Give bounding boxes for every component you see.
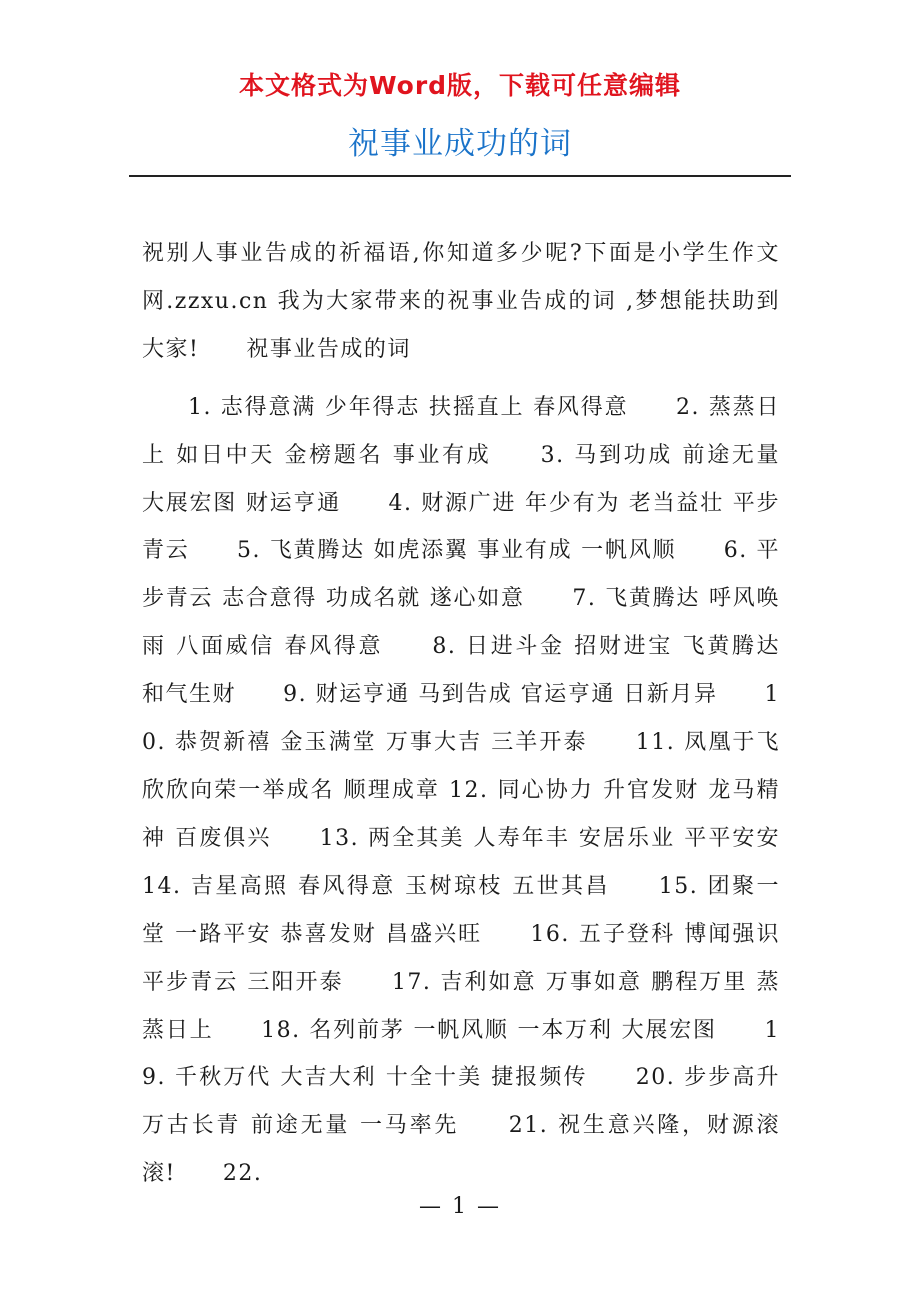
page-number: — 1 — (419, 1194, 501, 1219)
blessing-list-paragraph: 1. 志得意满 少年得志 扶摇直上 春风得意 2. 蒸蒸日上 如日中天 金榜题名 事业有成 3. 马到功成 前途无量 大展宏图 财运亨通 4. 财源广进 年少有为 老当益壮 平步青云 5. 飞黄腾达 如虎添翼 事业有成 一帆风顺 6. 平步青云 志合意得 功成名就 遂心如意 7. 飞黄腾达 呼风唤雨 八面威信 春风得意 8. 日进斗金 招财进宝 飞黄腾达 和气生财 9. 财运亨通 马到告成 官运亨通 日新月异 10. 恭贺新禧 金玉满堂 万事大吉 三羊开泰 11. 凤凰于飞 欣欣向荣一举成名 顺理成章 12. 同心协力 升官发财 龙马精神 百废俱兴 13. 两全其美 人寿年丰 安居乐业 平平安安 14. 吉星高照 春风得意 玉树琼枝 五世其昌 15. 团聚一堂 一路平安 恭喜发财 昌盛兴旺 16. 五子登科 博闻强识 平步青云 三阳开泰 17. 吉利如意 万事如意 鹏程万里 蒸蒸日上 18. 名列前茅 一帆风顺 一本万利 大展宏图 19. 千秋万代 大吉大利 十全十美 捷报频传 20. 步步高升 万古长青 前途无量 一马率先 21. 祝生意兴隆，财源滚滚! 22. (142, 394, 828, 1187)
document-body (142, 230, 828, 1198)
format-notice: 本文格式为Word版，下载可任意编辑 (238, 71, 682, 100)
title-divider (129, 175, 791, 177)
document-title: 祝事业成功的词 (348, 126, 572, 162)
intro-paragraph: 祝别人事业告成的祈福语,你知道多少呢?下面是小学生作文网.zzxu.cn 我为大家带来的祝事业告成的词 ,梦想能扶助到大家! 祝事业告成的词 (142, 241, 780, 362)
